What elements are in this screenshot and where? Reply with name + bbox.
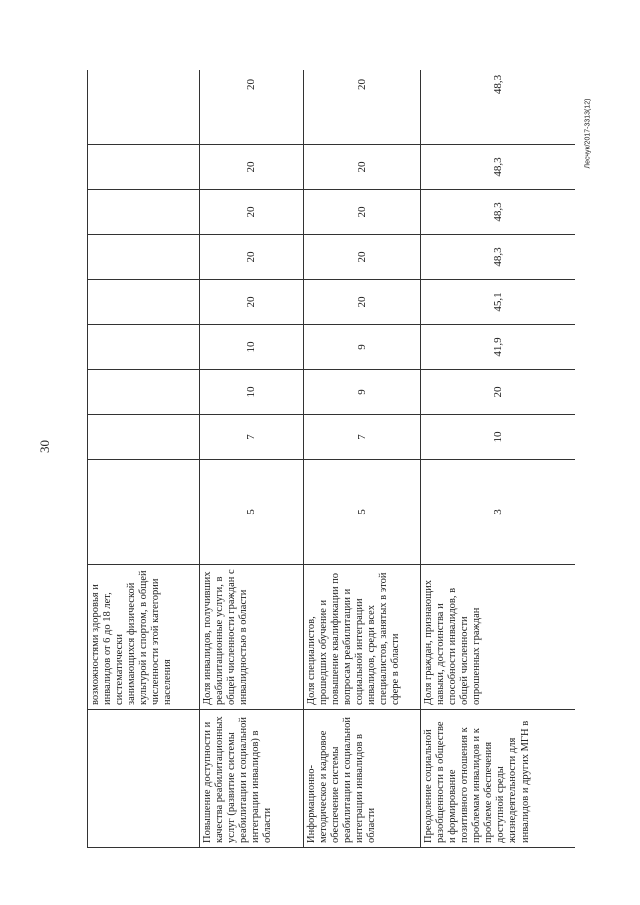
value-cell [88,70,200,145]
value-cell: 41,9 [421,325,576,370]
indicator-cell: Доля граждан, признающих навыки, достоинства и способности инвалидов, в общей численности опрошенных граждан [421,565,576,710]
value-cell: 20 [304,280,421,325]
table-row [88,70,200,848]
value-cell: 5 [200,460,304,565]
value-cell [88,370,200,415]
value-cell: 45,1 [421,280,576,325]
value-cell: 20 [304,70,421,145]
indicators-table [87,70,575,848]
value-cell: 20 [304,235,421,280]
value-cell: 20 [200,280,304,325]
table-row [304,70,421,848]
value-cell: 9 [304,370,421,415]
table-row [421,70,576,848]
value-cell: 48,3 [421,190,576,235]
program-cell [88,710,200,848]
value-cell: 9 [304,325,421,370]
value-cell: 10 [421,415,576,460]
value-cell: 20 [200,235,304,280]
value-cell: 48,3 [421,70,576,145]
value-cell: 48,3 [421,145,576,190]
program-cell: Повышение доступности и качества реабилитационных услуг (развитие системы реабилитации и социальной интеграции инвалидов) в области [200,710,304,848]
value-cell: 20 [304,190,421,235]
value-cell [88,280,200,325]
indicator-cell: Доля специалистов, прошедших обучение и повышение квалификации по вопросам реабилитации и социальной интеграции инвалидов, среди всех специалистов, занятых в этой сфере в области [304,565,421,710]
value-cell: 10 [200,370,304,415]
indicator-cell: Доля инвалидов, получивших реабилитационные услуги, в общей численности граждан с инвалидностью в области [200,565,304,710]
value-cell [88,235,200,280]
page-number: 30 [37,440,52,453]
indicator-cell: возможностями здоровья и инвалидов от 6 до 18 лет, систематически занимающихся физической культурой и спортом, в общей численности этой категории населения [88,565,200,710]
value-cell [88,460,200,565]
value-cell: 3 [421,460,576,565]
value-cell: 20 [304,145,421,190]
value-cell: 48,3 [421,235,576,280]
table-row [200,70,304,848]
value-cell: 5 [304,460,421,565]
value-cell: 7 [304,415,421,460]
footer-code: Лесчук/2017-3313(12) [584,98,592,169]
value-cell: 10 [200,325,304,370]
value-cell [88,145,200,190]
value-cell [88,190,200,235]
value-cell: 20 [421,370,576,415]
value-cell [88,415,200,460]
program-cell: Информационно-методическое и кадровое обеспечение системы реабилитации и социальной интеграции инвалидов в области [304,710,421,848]
value-cell [88,325,200,370]
value-cell: 7 [200,415,304,460]
value-cell: 20 [200,70,304,145]
value-cell: 20 [200,190,304,235]
program-cell: Преодоление социальной разобщенности в обществе и формирование позитивного отношения к проблемам инвалидов и к проблеме обеспечения доступной среды жизнедеятельности для инвалидов и других МГН в [421,710,576,848]
value-cell: 20 [200,145,304,190]
rotated-table-container [87,70,575,848]
